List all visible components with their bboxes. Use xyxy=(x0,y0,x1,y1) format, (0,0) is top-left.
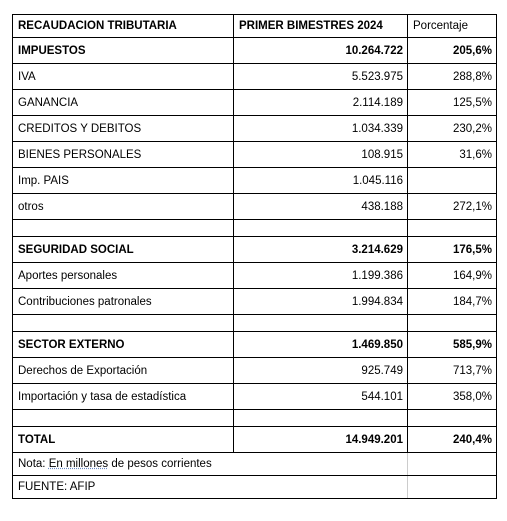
header-periodo: PRIMER BIMESTRES 2024 xyxy=(234,15,408,38)
note-row xyxy=(13,453,497,476)
row-value: 544.101 xyxy=(234,384,408,410)
row-value: 925.749 xyxy=(234,358,408,384)
row-label: GANANCIA xyxy=(13,90,234,116)
row-label: BIENES PERSONALES xyxy=(13,142,234,168)
table-row xyxy=(13,90,497,116)
row-label: IMPUESTOS xyxy=(13,38,234,64)
row-percentage: 272,1% xyxy=(408,194,497,220)
row-percentage: 240,4% xyxy=(408,427,497,453)
header-concepto: RECAUDACION TRIBUTARIA xyxy=(13,15,234,38)
row-value: 1.199.386 xyxy=(234,263,408,289)
row-value: 14.949.201 xyxy=(234,427,408,453)
row-label: Aportes personales xyxy=(13,263,234,289)
row-value: 1.045.116 xyxy=(234,168,408,194)
table-row xyxy=(13,332,497,358)
row-label: TOTAL xyxy=(13,427,234,453)
row-value: 2.114.189 xyxy=(234,90,408,116)
table-row-total xyxy=(13,427,497,453)
note-suffix: de pesos corrientes xyxy=(108,458,212,470)
spacer-row xyxy=(13,315,497,332)
row-label: SEGURIDAD SOCIAL xyxy=(13,237,234,263)
table-row xyxy=(13,384,497,410)
recaudacion-table xyxy=(12,14,497,499)
table-row xyxy=(13,168,497,194)
spacer-row xyxy=(13,220,497,237)
spacer-row xyxy=(13,410,497,427)
header-row xyxy=(13,15,497,38)
table-row xyxy=(13,142,497,168)
note-underlined: En millones xyxy=(48,458,109,470)
row-percentage: 176,5% xyxy=(408,237,497,263)
row-percentage: 713,7% xyxy=(408,358,497,384)
row-label: CREDITOS Y DEBITOS xyxy=(13,116,234,142)
row-label: Imp. PAIS xyxy=(13,168,234,194)
note-prefix: Nota: xyxy=(18,458,49,470)
row-value: 5.523.975 xyxy=(234,64,408,90)
row-percentage: 125,5% xyxy=(408,90,497,116)
table-row xyxy=(13,358,497,384)
row-value: 108.915 xyxy=(234,142,408,168)
table-row xyxy=(13,289,497,315)
table-row xyxy=(13,263,497,289)
source-empty-cell xyxy=(408,476,497,499)
row-label: IVA xyxy=(13,64,234,90)
table-row xyxy=(13,237,497,263)
row-percentage: 205,6% xyxy=(408,38,497,64)
row-label: Contribuciones patronales xyxy=(13,289,234,315)
row-label: Derechos de Exportación xyxy=(13,358,234,384)
row-value: 1.469.850 xyxy=(234,332,408,358)
note-text xyxy=(13,453,408,476)
row-percentage: 164,9% xyxy=(408,263,497,289)
table-row xyxy=(13,38,497,64)
row-percentage xyxy=(408,168,497,194)
source-row xyxy=(13,476,497,499)
note-empty-cell xyxy=(408,453,497,476)
row-value: 1.994.834 xyxy=(234,289,408,315)
table-row xyxy=(13,194,497,220)
row-value: 1.034.339 xyxy=(234,116,408,142)
row-value: 3.214.629 xyxy=(234,237,408,263)
row-percentage: 230,2% xyxy=(408,116,497,142)
row-label: SECTOR EXTERNO xyxy=(13,332,234,358)
table-row xyxy=(13,64,497,90)
table-row xyxy=(13,116,497,142)
row-percentage: 184,7% xyxy=(408,289,497,315)
row-value: 438.188 xyxy=(234,194,408,220)
row-label: otros xyxy=(13,194,234,220)
row-label: Importación y tasa de estadística xyxy=(13,384,234,410)
row-percentage: 585,9% xyxy=(408,332,497,358)
source-text: FUENTE: AFIP xyxy=(13,476,408,499)
header-porcentaje: Porcentaje xyxy=(408,15,497,38)
row-percentage: 358,0% xyxy=(408,384,497,410)
row-value: 10.264.722 xyxy=(234,38,408,64)
row-percentage: 288,8% xyxy=(408,64,497,90)
row-percentage: 31,6% xyxy=(408,142,497,168)
